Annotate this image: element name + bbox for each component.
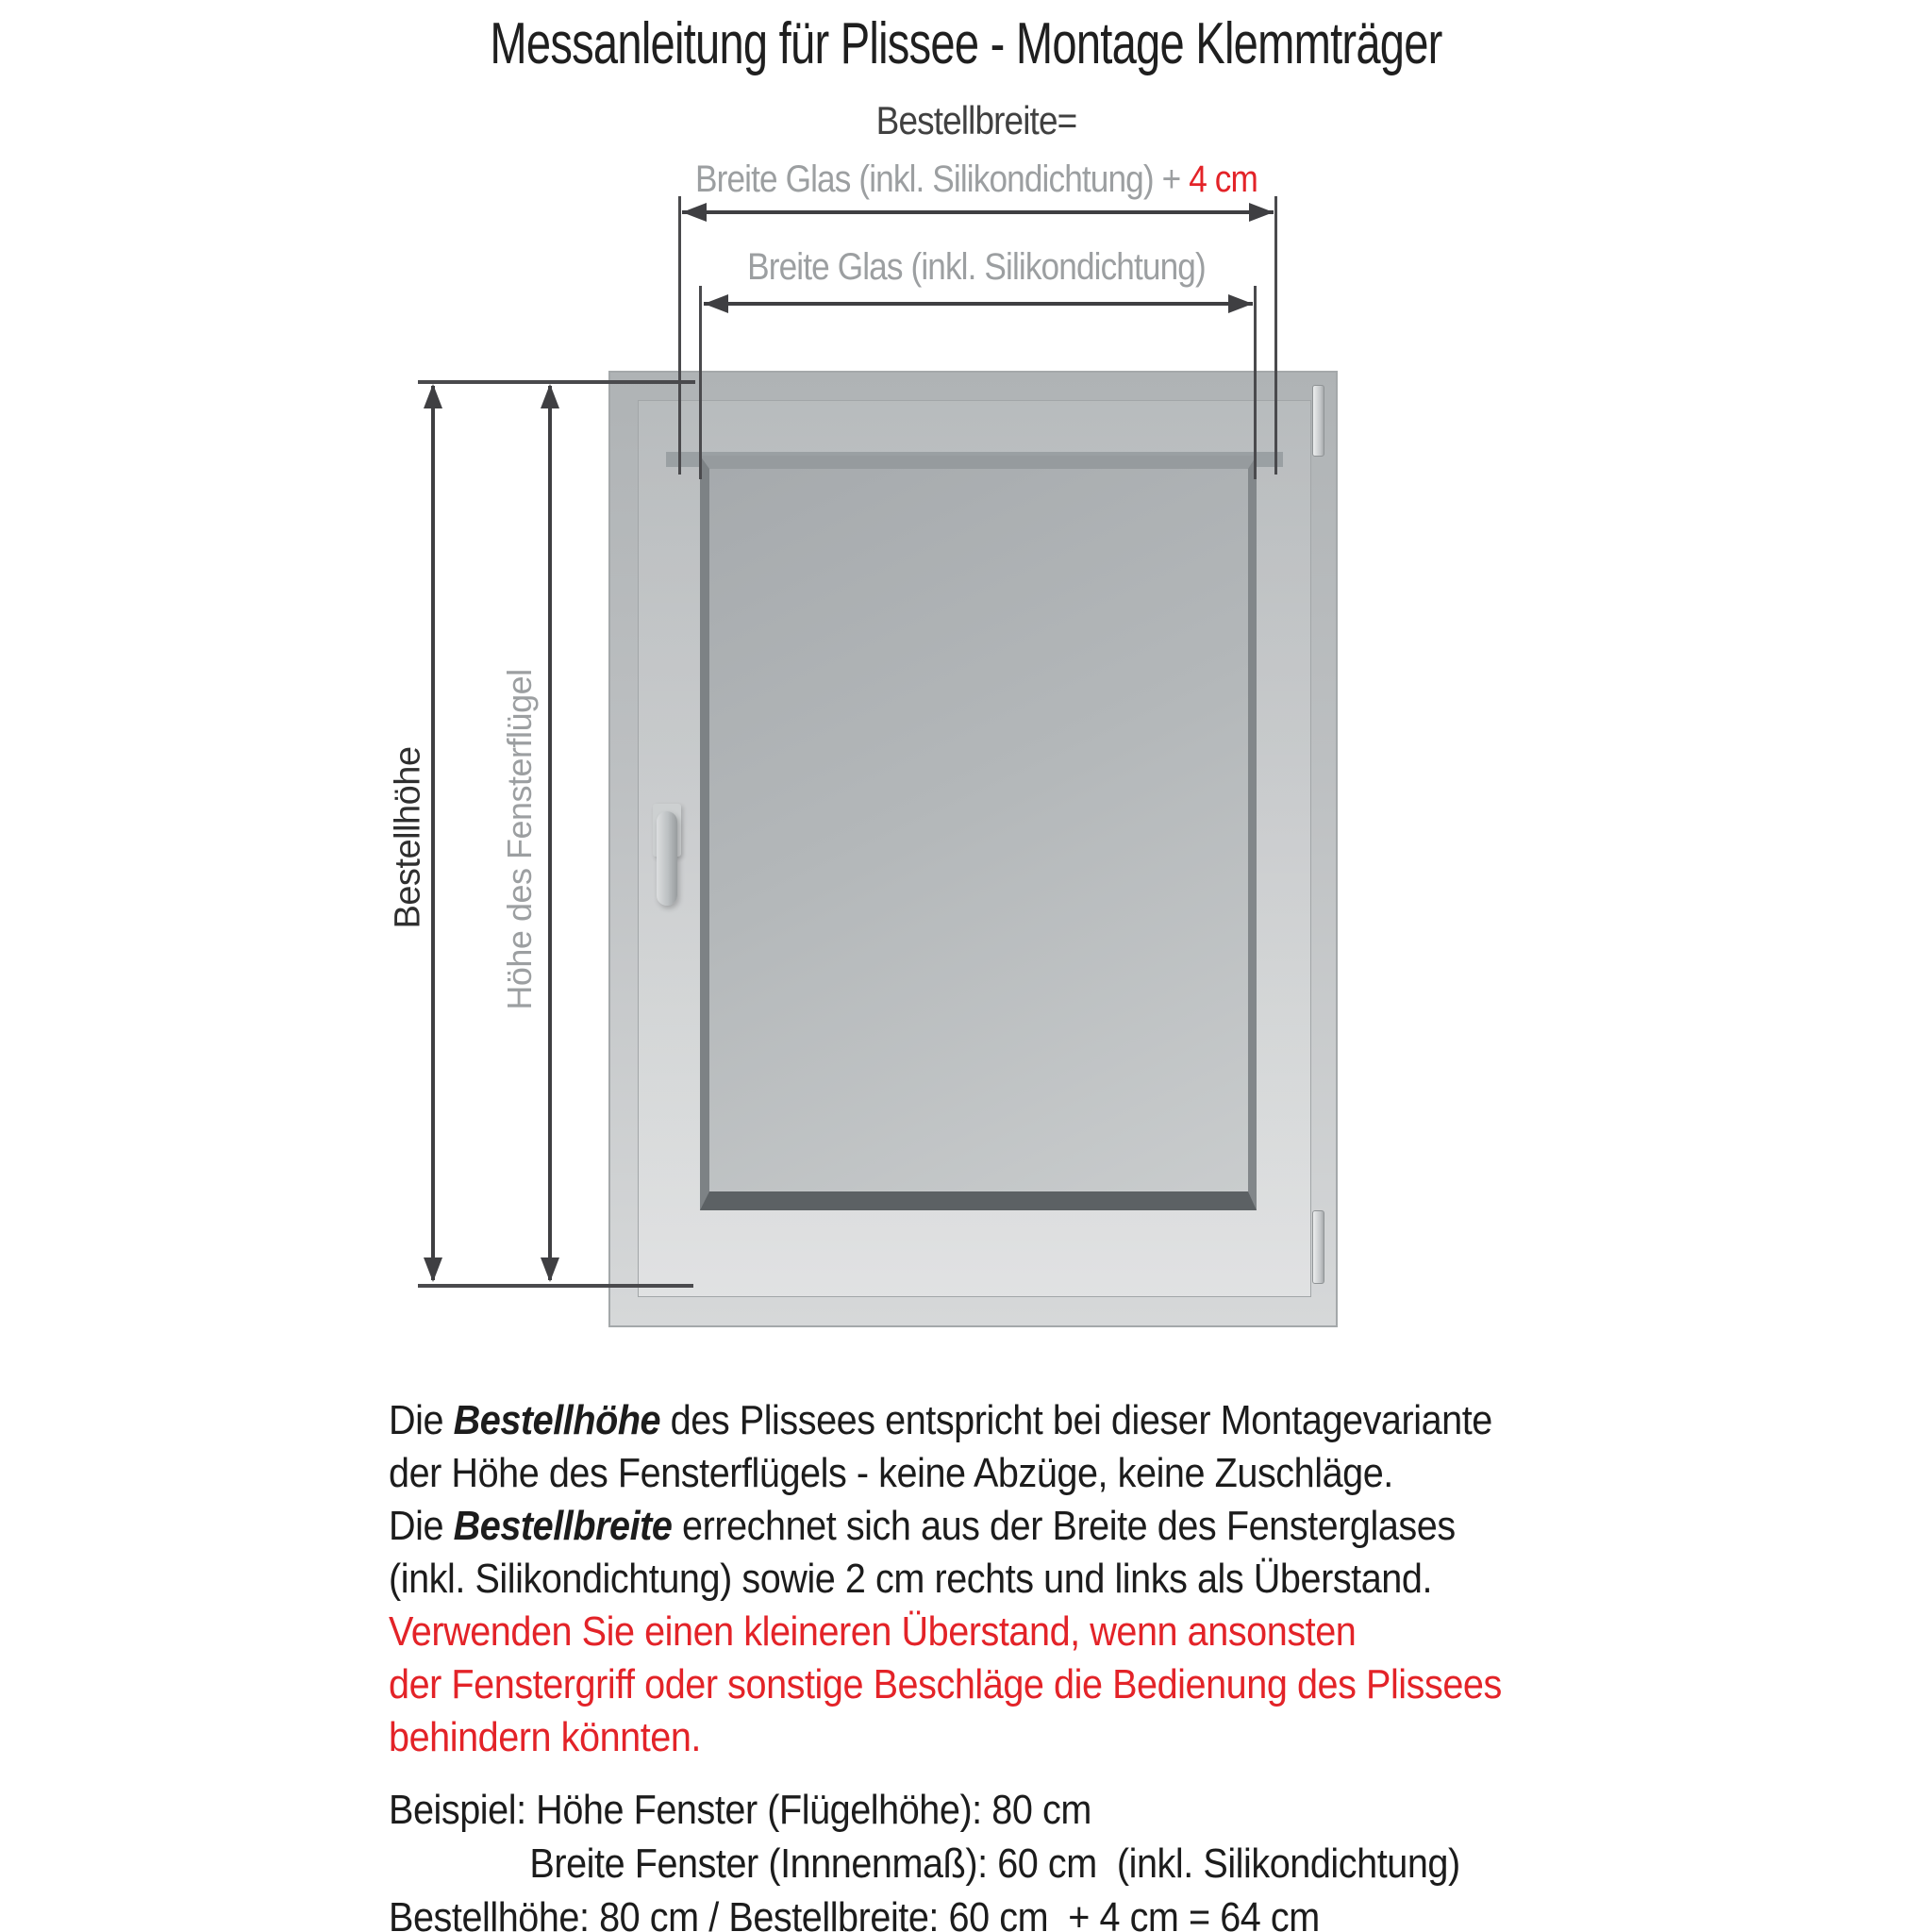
window-glass xyxy=(700,456,1257,1210)
explanation-paragraph xyxy=(389,1394,1502,1764)
paragraph-line-1: Die Bestellhöhe des Plissees entspricht bei dieser Montagevariante xyxy=(389,1397,1492,1443)
glass-width-arrowhead-left xyxy=(704,294,728,313)
glass-width-plus-gray: Breite Glas (inkl. Silikondichtung) + xyxy=(695,158,1190,200)
order-height-arrowhead-bottom xyxy=(424,1257,442,1282)
example-line-2: Breite Fenster (Innnenmaß): 60 cm (inkl. Silikondichtung) xyxy=(529,1840,1460,1887)
extension-line-left-outer xyxy=(678,196,681,475)
measuring-guide-diagram: Messanleitung für Plissee - Montage Klemmträger Bestellbreite= Breite Glas (inkl. Silikondichtung) + 4 cm Breite Glas (inkl. Silikondichtung) Bestellhöhe Höhe des Fensterflügel Die Bestellhöhe des Plissees entspricht bei dieser Montagevariante der Höhe des Fensterflügels - keine Abzüge, keine Zuschläge. Die Bestellbreite errechnet sich aus der Breite des Fensterglases (inkl. Silikondichtung) sowie 2 cm rechts und links als Überstand. Verwenden Sie einen kleineren Überstand, wenn ansonsten der Fenstergriff oder sonstige Beschläge die Bedienung des Plissees behindern könnten. Beispiel: Höhe Fenster (Flügelhöhe): 80 cm Breite Fenster (Innnenmaß): 60 cm (inkl. Silikondichtung) Bestellhöhe: 80 cm / Bestellbreite: 60 cm + 4 cm = 64 cm xyxy=(0,0,1932,1932)
extension-line-left-inner xyxy=(699,286,702,479)
order-width-label: Bestellbreite= xyxy=(875,98,1077,142)
warning-line-1: Verwenden Sie einen kleineren Überstand, wenn ansonsten xyxy=(389,1608,1357,1655)
paragraph-line-4: (inkl. Silikondichtung) sowie 2 cm rechts und links als Überstand. xyxy=(389,1556,1433,1602)
order-height-term: Bestellhöhe xyxy=(453,1397,661,1443)
window-hinge-top xyxy=(1312,385,1324,457)
page-title: Messanleitung für Plissee - Montage Klemmträger xyxy=(490,11,1442,76)
sash-height-arrowhead-top xyxy=(541,384,559,408)
glass-width-label: Breite Glas (inkl. Silikondichtung) xyxy=(747,246,1206,288)
glass-width-arrow-line xyxy=(704,302,1253,306)
plus-4cm-red-label: 4 cm xyxy=(1189,158,1257,200)
order-width-arrow-line xyxy=(682,210,1274,214)
paragraph-line-3: Die Bestellbreite errechnet sich aus der Breite des Fensterglases xyxy=(389,1503,1456,1549)
warning-line-3: behindern könnten. xyxy=(389,1714,701,1760)
extension-line-right-inner xyxy=(1254,286,1257,479)
example-line-3: Bestellhöhe: 80 cm / Bestellbreite: 60 cm + 4 cm = 64 cm xyxy=(389,1894,1320,1932)
order-width-arrowhead-left xyxy=(682,203,707,222)
order-height-arrowhead-top xyxy=(424,384,442,408)
example-line-1: Beispiel: Höhe Fenster (Flügelhöhe): 80 cm xyxy=(389,1787,1091,1833)
height-tick-bottom xyxy=(418,1284,693,1288)
glass-width-plus-label xyxy=(34,158,1919,201)
window-handle-lever xyxy=(657,811,677,906)
order-width-term: Bestellbreite xyxy=(453,1503,673,1549)
paragraph-line-2: der Höhe des Fensterflügels - keine Abzüge, keine Zuschläge. xyxy=(389,1450,1393,1496)
sash-height-arrowhead-bottom xyxy=(541,1257,559,1282)
extension-line-right-outer xyxy=(1274,196,1277,475)
warning-line-2: der Fenstergriff oder sonstige Beschläge die Bedienung des Plissees xyxy=(389,1661,1502,1707)
window-hinge-bottom xyxy=(1312,1210,1324,1284)
glass-width-arrowhead-right xyxy=(1228,294,1253,313)
sash-height-arrow-line xyxy=(548,386,552,1280)
order-width-arrowhead-right xyxy=(1249,203,1274,222)
order-height-arrow-line xyxy=(431,386,435,1280)
example-block xyxy=(389,1783,1460,1932)
